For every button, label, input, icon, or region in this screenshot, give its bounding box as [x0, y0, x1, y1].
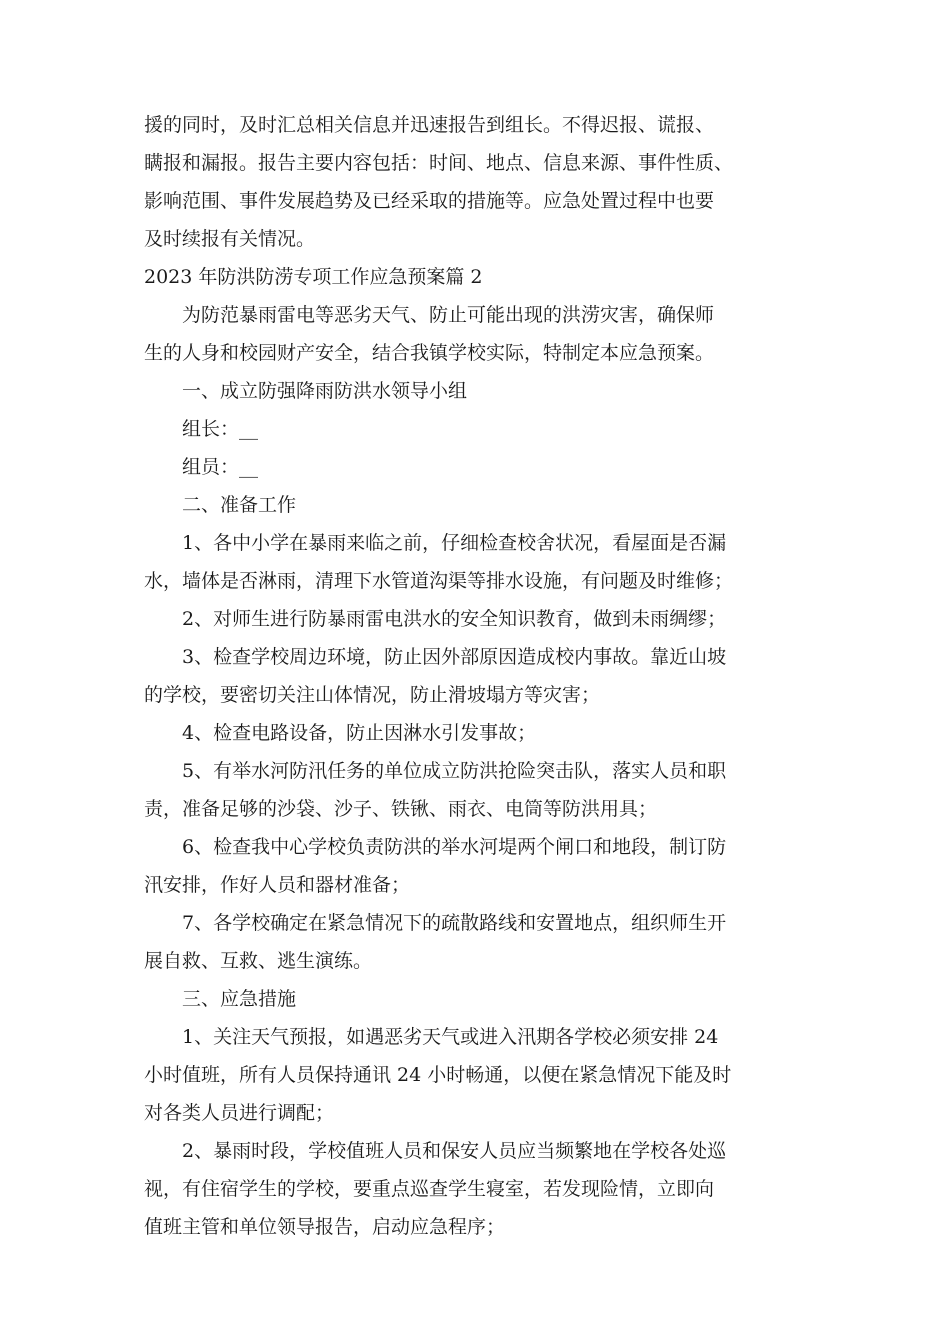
prep-item-6-line-1: 6、检查我中心学校负责防洪的举水河堤两个闸口和地段，制订防: [144, 836, 727, 858]
group-leader-line: 组长：__: [144, 418, 259, 440]
group-member-line: 组员：__: [144, 456, 259, 478]
prep-item-5-line-1: 5、有举水河防汛任务的单位成立防洪抢险突击队，落实人员和职: [144, 760, 727, 782]
measure-item-2-line-2: 视，有住宿学生的学校，要重点巡查学生寝室，若发现险情，立即向: [144, 1178, 715, 1200]
prep-item-2: 2、对师生进行防暴雨雷电洪水的安全知识教育，做到未雨绸缪；: [144, 608, 727, 630]
prep-item-6-line-2: 汛安排，作好人员和器材准备；: [144, 874, 411, 896]
prep-item-1-line-2: 水，墙体是否淋雨，清理下水管道沟渠等排水设施，有问题及时维修；: [144, 570, 734, 592]
paragraph-line-3: 影响范围、事件发展趋势及已经采取的措施等。应急处置过程中也要: [144, 190, 715, 212]
prep-item-5-line-2: 责，准备足够的沙袋、沙子、铁锹、雨衣、电筒等防洪用具；: [144, 798, 658, 820]
prep-item-7-line-1: 7、各学校确定在紧急情况下的疏散路线和安置地点，组织师生开: [144, 912, 727, 934]
heading-preparation: 二、准备工作: [144, 494, 297, 516]
document-body: [144, 106, 810, 1246]
paragraph-line-2: 瞒报和漏报。报告主要内容包括：时间、地点、信息来源、事件性质、: [144, 152, 734, 174]
heading-leadership-group: 一、成立防强降雨防洪水领导小组: [144, 380, 468, 402]
intro-line-1: 为防范暴雨雷电等恶劣天气、防止可能出现的洪涝灾害，确保师: [144, 304, 715, 326]
prep-item-3-line-1: 3、检查学校周边环境，防止因外部原因造成校内事故。靠近山坡: [144, 646, 727, 668]
prep-item-4: 4、检查电路设备，防止因淋水引发事故；: [144, 722, 537, 744]
section-title: 2023 年防洪防涝专项工作应急预案篇 2: [144, 266, 483, 288]
prep-item-7-line-2: 展自救、互救、逃生演练。: [144, 950, 373, 972]
measure-item-1-line-1: 1、关注天气预报，如遇恶劣天气或进入汛期各学校必须安排 24: [144, 1026, 719, 1048]
prep-item-3-line-2: 的学校，要密切关注山体情况，防止滑坡塌方等灾害；: [144, 684, 601, 706]
paragraph-line-1: 援的同时，及时汇总相关信息并迅速报告到组长。不得迟报、谎报、: [144, 114, 715, 136]
measure-item-2-line-3: 值班主管和单位领导报告，启动应急程序；: [144, 1216, 506, 1238]
measure-item-2-line-1: 2、暴雨时段，学校值班人员和保安人员应当频繁地在学校各处巡: [144, 1140, 727, 1162]
prep-item-1-line-1: 1、各中小学在暴雨来临之前，仔细检查校舍状况，看屋面是否漏: [144, 532, 727, 554]
intro-line-2: 生的人身和校园财产安全，结合我镇学校实际，特制定本应急预案。: [144, 342, 715, 364]
measure-item-1-line-2: 小时值班，所有人员保持通讯 24 小时畅通，以便在紧急情况下能及时: [144, 1064, 732, 1086]
measure-item-1-line-3: 对各类人员进行调配；: [144, 1102, 335, 1124]
paragraph-line-4: 及时续报有关情况。: [144, 228, 316, 250]
heading-emergency-measures: 三、应急措施: [144, 988, 297, 1010]
